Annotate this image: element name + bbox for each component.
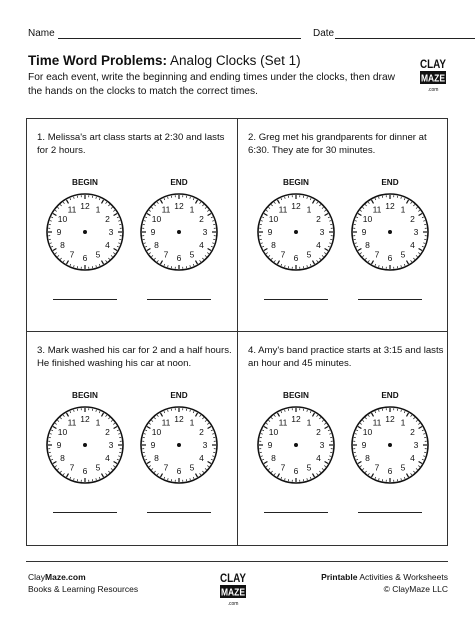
clock-numeral: 6 [293,466,299,476]
clock-face-end[interactable] [350,192,430,272]
clock-numeral: 1 [189,417,195,428]
instructions: For each event, write the beginning and ending times under the clocks, then draw the hands on the clocks to match the correct times. [28,72,395,97]
clock-numeral: 2 [105,427,110,437]
clock-numeral: 11 [278,204,288,215]
clock-numeral: 6 [387,466,393,476]
clock-numeral: 5 [95,249,101,260]
clock-numeral: 4 [316,240,321,250]
answer-line-begin[interactable] [53,512,117,513]
end-label: END [170,178,188,187]
clock-numeral: 12 [174,414,184,424]
problem-cell-4 [238,332,448,544]
logo-suffix: .com [427,87,439,93]
clock-numeral: 2 [410,214,415,224]
begin-label: BEGIN [283,178,309,187]
footer-copyright: © ClayMaze LLC [383,584,448,594]
clock-numeral: 7 [374,249,380,260]
clock-center-dot [83,443,87,447]
clock-numeral: 4 [410,240,415,250]
clock-numeral: 11 [161,204,171,215]
clock-numeral: 7 [69,249,75,260]
clock-numeral: 8 [60,240,65,250]
clock-center-dot [177,443,181,447]
clock-numeral: 6 [82,253,88,263]
clock-numeral: 4 [105,240,110,250]
clock-numeral: 12 [385,414,395,424]
problem-cell-3 [27,332,237,544]
svg-text:CLAY: CLAY [220,571,246,585]
clock-numeral: 9 [361,440,367,450]
footer-printable: Printable Activities & Worksheets [321,572,448,582]
svg-text:MAZE: MAZE [221,586,245,599]
clock-numeral: 12 [80,201,90,211]
footer-right [321,571,448,595]
clock-numeral: 3 [319,227,325,237]
clock-numeral: 5 [400,249,406,260]
clock-numeral: 9 [56,440,62,450]
clock-numeral: 2 [105,214,110,224]
clock-face-end[interactable] [350,405,430,485]
begin-label: BEGIN [72,391,98,400]
problem-text-2: 2. Greg met his grandparents for dinner at 6:30. They ate for 30 minutes. [248,132,427,156]
end-label: END [381,178,399,187]
clock-numeral: 9 [150,440,156,450]
clock-numeral: 5 [95,462,101,473]
clock-numeral: 1 [306,417,312,428]
clock-numeral: 1 [306,204,312,215]
answer-line-begin[interactable] [53,299,117,300]
clock-numeral: 8 [271,240,276,250]
clock-numeral: 10 [268,427,279,437]
clock-numeral: 6 [82,466,88,476]
clock-center-dot [83,230,87,234]
clock-numeral: 12 [174,201,184,211]
clock-numeral: 3 [202,440,208,450]
clock-center-dot [294,230,298,234]
answer-line-end[interactable] [147,299,211,300]
clock-numeral: 6 [176,466,182,476]
footer-site[interactable]: ClayMaze.com [28,572,86,582]
clock-numeral: 4 [410,453,415,463]
clock-numeral: 3 [202,227,208,237]
clock-center-dot [388,230,392,234]
clock-numeral: 1 [189,204,195,215]
clock-numeral: 1 [95,204,101,215]
clock-numeral: 9 [56,227,62,237]
clock-numeral: 1 [400,204,406,215]
problem-text-4: 4. Amy's band practice starts at 3:15 and lasts an hour and 45 minutes. [248,345,444,369]
svg-text:.com: .com [227,601,239,607]
answer-line-begin[interactable] [264,512,328,513]
date-label: Date [313,28,335,39]
clock-face-begin[interactable] [45,405,125,485]
logo-line2: MAZE [421,72,445,85]
clock-center-dot [388,443,392,447]
clock-numeral: 2 [199,214,204,224]
clock-numeral: 7 [280,249,286,260]
clock-numeral: 3 [108,440,114,450]
clock-numeral: 12 [291,201,301,211]
clock-numeral: 8 [154,240,159,250]
clock-numeral: 11 [161,417,171,428]
title-bold: Time Word Problems: [28,53,168,68]
name-label: Name [28,28,55,39]
clock-numeral: 7 [280,462,286,473]
clock-numeral: 2 [410,427,415,437]
problem-grid [26,118,448,546]
answer-line-end[interactable] [358,299,422,300]
claymaze-logo [418,54,448,94]
clock-numeral: 6 [176,253,182,263]
answer-line-end[interactable] [147,512,211,513]
clock-numeral: 4 [105,453,110,463]
answer-line-begin[interactable] [264,299,328,300]
clock-center-dot [294,443,298,447]
title-rest: Analog Clocks (Set 1) [170,53,301,68]
clock-numeral: 2 [316,427,321,437]
clock-numeral: 9 [361,227,367,237]
clock-numeral: 8 [365,240,370,250]
footer-divider [26,561,448,562]
clock-numeral: 11 [372,204,382,215]
clock-numeral: 10 [57,427,68,437]
clock-numeral: 10 [268,214,279,224]
clock-face-begin[interactable] [256,192,336,272]
clock-numeral: 11 [67,417,77,428]
clock-face-end[interactable] [139,405,219,485]
clock-numeral: 3 [319,440,325,450]
clock-numeral: 5 [189,249,195,260]
clock-numeral: 3 [108,227,114,237]
clock-numeral: 10 [151,214,162,224]
clock-numeral: 9 [267,227,273,237]
clock-numeral: 6 [387,253,393,263]
clock-numeral: 11 [278,417,288,428]
clock-numeral: 11 [372,417,382,428]
clock-numeral: 9 [150,227,156,237]
begin-label: BEGIN [283,391,309,400]
footer-tagline: Books & Learning Resources [28,584,139,594]
clock-numeral: 7 [163,249,169,260]
name-field[interactable] [58,38,301,39]
clock-numeral: 12 [80,414,90,424]
clock-numeral: 1 [400,417,406,428]
problem-cell-1 [27,119,237,331]
clock-numeral: 5 [306,249,312,260]
problem-text-3: 3. Mark washed his car for 2 and a half hours. He finished washing his car at noon. [37,345,232,369]
clock-numeral: 1 [95,417,101,428]
claymaze-logo-footer [218,568,248,608]
clock-numeral: 8 [60,453,65,463]
answer-line-end[interactable] [358,512,422,513]
end-label: END [170,391,188,400]
page-title [28,53,301,68]
clock-face-begin[interactable] [256,405,336,485]
clock-numeral: 5 [306,462,312,473]
clock-numeral: 7 [69,462,75,473]
clock-face-end[interactable] [139,192,219,272]
clock-numeral: 6 [293,253,299,263]
clock-numeral: 4 [199,453,204,463]
problem-cell-2 [238,119,448,331]
logo-line1: CLAY [420,57,446,71]
end-label: END [381,391,399,400]
clock-numeral: 8 [271,453,276,463]
clock-numeral: 10 [362,214,373,224]
clock-numeral: 8 [365,453,370,463]
clock-numeral: 2 [199,427,204,437]
clock-center-dot [177,230,181,234]
clock-numeral: 5 [400,462,406,473]
clock-numeral: 9 [267,440,273,450]
clock-numeral: 4 [199,240,204,250]
clock-numeral: 10 [151,427,162,437]
problem-text-1: 1. Melissa's art class starts at 2:30 and lasts for 2 hours. [37,132,225,156]
clock-numeral: 12 [385,201,395,211]
clock-numeral: 11 [67,204,77,215]
clock-numeral: 5 [189,462,195,473]
clock-numeral: 7 [163,462,169,473]
date-field[interactable] [335,38,475,39]
footer-left [28,571,138,595]
clock-numeral: 3 [413,227,419,237]
clock-numeral: 7 [374,462,380,473]
clock-numeral: 10 [362,427,373,437]
name-date-row [28,28,448,42]
clock-face-begin[interactable] [45,192,125,272]
clock-numeral: 3 [413,440,419,450]
clock-numeral: 10 [57,214,68,224]
clock-numeral: 12 [291,414,301,424]
clock-numeral: 4 [316,453,321,463]
clock-numeral: 2 [316,214,321,224]
begin-label: BEGIN [72,178,98,187]
clock-numeral: 8 [154,453,159,463]
